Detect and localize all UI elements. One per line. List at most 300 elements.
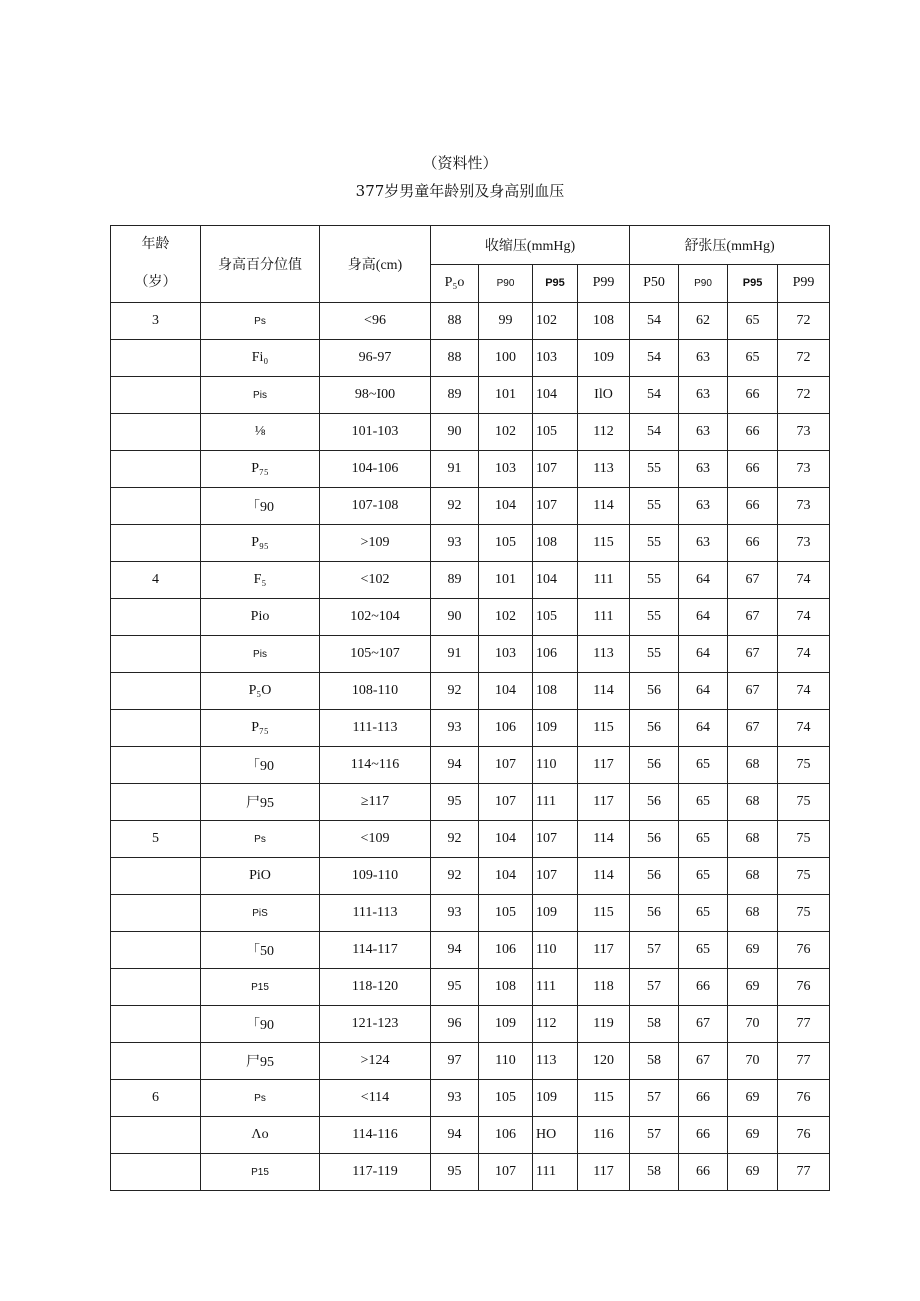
cell-d95: 68	[728, 784, 778, 821]
cell-s50: 92	[431, 821, 479, 858]
cell-s95: 104	[533, 377, 578, 414]
cell-height: 111-113	[320, 710, 431, 747]
cell-d95: 66	[728, 414, 778, 451]
cell-d95: 67	[728, 673, 778, 710]
cell-height: 101-103	[320, 414, 431, 451]
cell-height: 109-110	[320, 858, 431, 895]
cell-pct: 「90	[201, 488, 320, 525]
cell-d90: 64	[679, 562, 728, 599]
table-row	[111, 673, 830, 710]
cell-s95: 108	[533, 525, 578, 562]
cell-s95: 111	[533, 969, 578, 1006]
table-row	[111, 747, 830, 784]
cell-d50: 55	[630, 599, 679, 636]
cell-age: 3	[111, 303, 201, 340]
cell-pct: ⅛	[201, 414, 320, 451]
cell-s95: 103	[533, 340, 578, 377]
cell-age	[111, 673, 201, 710]
cell-d90: 64	[679, 710, 728, 747]
cell-d90: 63	[679, 488, 728, 525]
cell-s99: 115	[578, 1080, 630, 1117]
table-row	[111, 1117, 830, 1154]
cell-pct: Ps	[201, 303, 320, 340]
table-row	[111, 451, 830, 488]
cell-s50: 89	[431, 377, 479, 414]
cell-d99: 76	[778, 969, 830, 1006]
cell-s50: 93	[431, 710, 479, 747]
table-body	[111, 303, 830, 1191]
cell-s95: 106	[533, 636, 578, 673]
cell-d90: 65	[679, 932, 728, 969]
subheader-s-p99: P99	[578, 264, 630, 303]
cell-d99: 74	[778, 562, 830, 599]
cell-d90: 63	[679, 451, 728, 488]
cell-s99: 111	[578, 562, 630, 599]
header-age	[111, 226, 201, 303]
cell-d50: 58	[630, 1154, 679, 1191]
cell-height: <102	[320, 562, 431, 599]
cell-s99: 115	[578, 525, 630, 562]
cell-d50: 54	[630, 340, 679, 377]
cell-s99: 113	[578, 451, 630, 488]
table-row	[111, 303, 830, 340]
cell-s50: 90	[431, 599, 479, 636]
cell-d99: 73	[778, 488, 830, 525]
cell-age	[111, 858, 201, 895]
cell-s95: 109	[533, 710, 578, 747]
cell-s50: 89	[431, 562, 479, 599]
cell-pct: 尸95	[201, 1043, 320, 1080]
table-row	[111, 488, 830, 525]
cell-s90: 104	[479, 673, 533, 710]
table-row	[111, 1080, 830, 1117]
cell-s95: 107	[533, 488, 578, 525]
cell-d99: 73	[778, 414, 830, 451]
cell-s95: 108	[533, 673, 578, 710]
cell-s99: 108	[578, 303, 630, 340]
cell-height: 121-123	[320, 1006, 431, 1043]
cell-height: 117-119	[320, 1154, 431, 1191]
cell-d99: 74	[778, 710, 830, 747]
cell-pct: P₇₅	[201, 451, 320, 488]
cell-s50: 93	[431, 525, 479, 562]
cell-d99: 72	[778, 340, 830, 377]
cell-s99: 117	[578, 747, 630, 784]
cell-s50: 91	[431, 636, 479, 673]
cell-d50: 55	[630, 451, 679, 488]
cell-s99: 111	[578, 599, 630, 636]
cell-d95: 70	[728, 1043, 778, 1080]
cell-d50: 58	[630, 1006, 679, 1043]
cell-age: 4	[111, 562, 201, 599]
table-row	[111, 932, 830, 969]
table-row	[111, 340, 830, 377]
cell-s99: 109	[578, 340, 630, 377]
cell-d95: 68	[728, 747, 778, 784]
cell-age	[111, 488, 201, 525]
table-row	[111, 1154, 830, 1191]
cell-s99: IlO	[578, 377, 630, 414]
cell-age	[111, 747, 201, 784]
cell-s90: 105	[479, 525, 533, 562]
cell-s99: 120	[578, 1043, 630, 1080]
cell-d50: 56	[630, 895, 679, 932]
table-row	[111, 895, 830, 932]
cell-s90: 110	[479, 1043, 533, 1080]
cell-d90: 63	[679, 525, 728, 562]
cell-d99: 73	[778, 451, 830, 488]
cell-pct: Λo	[201, 1117, 320, 1154]
cell-d95: 66	[728, 488, 778, 525]
cell-height: 114~116	[320, 747, 431, 784]
cell-d95: 65	[728, 303, 778, 340]
cell-d90: 63	[679, 414, 728, 451]
cell-s95: 111	[533, 784, 578, 821]
cell-s50: 94	[431, 932, 479, 969]
cell-s90: 107	[479, 1154, 533, 1191]
cell-s95: 105	[533, 414, 578, 451]
cell-d50: 55	[630, 525, 679, 562]
cell-height: 102~104	[320, 599, 431, 636]
cell-d90: 65	[679, 747, 728, 784]
cell-d95: 69	[728, 969, 778, 1006]
cell-age	[111, 1006, 201, 1043]
cell-s90: 105	[479, 895, 533, 932]
cell-pct: Pio	[201, 599, 320, 636]
cell-height: 114-117	[320, 932, 431, 969]
cell-s99: 117	[578, 932, 630, 969]
cell-s90: 107	[479, 784, 533, 821]
cell-d99: 75	[778, 895, 830, 932]
cell-d95: 67	[728, 599, 778, 636]
cell-height: 105~107	[320, 636, 431, 673]
cell-age	[111, 932, 201, 969]
table-row	[111, 969, 830, 1006]
cell-pct: 「90	[201, 747, 320, 784]
cell-d90: 65	[679, 784, 728, 821]
cell-s99: 112	[578, 414, 630, 451]
cell-height: <109	[320, 821, 431, 858]
subheader-s-p50: P₅o	[431, 264, 479, 303]
cell-age	[111, 599, 201, 636]
header-systolic: 收缩压(mmHg)	[431, 226, 630, 265]
cell-s95: 107	[533, 821, 578, 858]
cell-d90: 66	[679, 969, 728, 1006]
cell-s90: 103	[479, 636, 533, 673]
cell-height: >109	[320, 525, 431, 562]
cell-d90: 66	[679, 1080, 728, 1117]
cell-s90: 106	[479, 1117, 533, 1154]
cell-pct: P₇₅	[201, 710, 320, 747]
document-title: 377岁男童年龄别及身高别血压	[355, 182, 565, 200]
header-diastolic: 舒张压(mmHg)	[630, 226, 830, 265]
cell-pct: 「90	[201, 1006, 320, 1043]
cell-s50: 88	[431, 303, 479, 340]
cell-height: 104-106	[320, 451, 431, 488]
cell-s99: 115	[578, 710, 630, 747]
cell-d95: 69	[728, 1080, 778, 1117]
cell-d99: 76	[778, 932, 830, 969]
cell-d50: 55	[630, 636, 679, 673]
cell-d95: 67	[728, 710, 778, 747]
cell-d50: 56	[630, 784, 679, 821]
cell-d99: 75	[778, 784, 830, 821]
cell-d50: 56	[630, 747, 679, 784]
cell-d50: 54	[630, 377, 679, 414]
cell-age	[111, 1043, 201, 1080]
cell-d50: 54	[630, 303, 679, 340]
cell-s90: 102	[479, 414, 533, 451]
cell-s95: 109	[533, 895, 578, 932]
blood-pressure-table	[110, 225, 830, 1191]
cell-s50: 93	[431, 1080, 479, 1117]
cell-pct: P15	[201, 1154, 320, 1191]
cell-s95: 107	[533, 858, 578, 895]
cell-d99: 72	[778, 303, 830, 340]
cell-d50: 56	[630, 673, 679, 710]
cell-age	[111, 525, 201, 562]
cell-s90: 107	[479, 747, 533, 784]
cell-s95: 110	[533, 747, 578, 784]
table-row	[111, 599, 830, 636]
cell-s99: 117	[578, 784, 630, 821]
cell-d50: 58	[630, 1043, 679, 1080]
cell-d99: 74	[778, 673, 830, 710]
cell-d95: 66	[728, 377, 778, 414]
cell-d95: 67	[728, 636, 778, 673]
cell-s50: 95	[431, 1154, 479, 1191]
subheader-d-p95: P95	[728, 264, 778, 303]
cell-d95: 65	[728, 340, 778, 377]
cell-s50: 92	[431, 858, 479, 895]
cell-d99: 77	[778, 1043, 830, 1080]
cell-s99: 114	[578, 858, 630, 895]
cell-s90: 104	[479, 821, 533, 858]
cell-age	[111, 451, 201, 488]
cell-age	[111, 340, 201, 377]
cell-d95: 68	[728, 895, 778, 932]
cell-height: 111-113	[320, 895, 431, 932]
cell-d90: 65	[679, 895, 728, 932]
cell-d90: 64	[679, 636, 728, 673]
cell-d95: 68	[728, 821, 778, 858]
table-row	[111, 821, 830, 858]
table-row	[111, 1006, 830, 1043]
cell-d95: 68	[728, 858, 778, 895]
cell-s90: 101	[479, 377, 533, 414]
cell-d50: 57	[630, 969, 679, 1006]
cell-d90: 63	[679, 377, 728, 414]
cell-s90: 102	[479, 599, 533, 636]
cell-pct: PiS	[201, 895, 320, 932]
cell-d90: 62	[679, 303, 728, 340]
cell-d95: 70	[728, 1006, 778, 1043]
cell-pct: 尸95	[201, 784, 320, 821]
cell-height: 107-108	[320, 488, 431, 525]
cell-age	[111, 414, 201, 451]
cell-d50: 57	[630, 932, 679, 969]
cell-s99: 114	[578, 821, 630, 858]
cell-s99: 114	[578, 488, 630, 525]
cell-s95: 107	[533, 451, 578, 488]
cell-d90: 65	[679, 858, 728, 895]
cell-s90: 103	[479, 451, 533, 488]
cell-age	[111, 710, 201, 747]
cell-d95: 69	[728, 1117, 778, 1154]
cell-age	[111, 784, 201, 821]
table-row	[111, 710, 830, 747]
cell-d95: 66	[728, 525, 778, 562]
cell-s95: 109	[533, 1080, 578, 1117]
cell-s99: 114	[578, 673, 630, 710]
cell-s50: 90	[431, 414, 479, 451]
cell-s95: 102	[533, 303, 578, 340]
cell-d90: 64	[679, 599, 728, 636]
table-row	[111, 562, 830, 599]
cell-height: 108-110	[320, 673, 431, 710]
cell-s90: 105	[479, 1080, 533, 1117]
cell-s95: 104	[533, 562, 578, 599]
cell-d99: 73	[778, 525, 830, 562]
cell-d90: 63	[679, 340, 728, 377]
cell-d99: 75	[778, 747, 830, 784]
cell-s99: 115	[578, 895, 630, 932]
cell-d99: 77	[778, 1006, 830, 1043]
cell-pct: Pis	[201, 377, 320, 414]
cell-pct: 「50	[201, 932, 320, 969]
cell-s99: 119	[578, 1006, 630, 1043]
cell-age	[111, 377, 201, 414]
cell-age	[111, 969, 201, 1006]
cell-d99: 77	[778, 1154, 830, 1191]
cell-s99: 113	[578, 636, 630, 673]
cell-height: 96-97	[320, 340, 431, 377]
cell-d50: 55	[630, 488, 679, 525]
cell-d90: 64	[679, 673, 728, 710]
cell-height: 114-116	[320, 1117, 431, 1154]
cell-s95: HO	[533, 1117, 578, 1154]
cell-d99: 75	[778, 858, 830, 895]
cell-d50: 57	[630, 1117, 679, 1154]
cell-s50: 94	[431, 747, 479, 784]
cell-d99: 75	[778, 821, 830, 858]
cell-d99: 74	[778, 636, 830, 673]
cell-pct: Ps	[201, 1080, 320, 1117]
cell-s90: 99	[479, 303, 533, 340]
header-age-line1: 年龄	[141, 237, 170, 252]
cell-d99: 72	[778, 377, 830, 414]
subheader-s-p90: P90	[479, 264, 533, 303]
cell-s50: 92	[431, 673, 479, 710]
table-row	[111, 414, 830, 451]
cell-s90: 109	[479, 1006, 533, 1043]
cell-s95: 105	[533, 599, 578, 636]
cell-pct: P₅O	[201, 673, 320, 710]
cell-s50: 94	[431, 1117, 479, 1154]
cell-d50: 56	[630, 858, 679, 895]
cell-s99: 118	[578, 969, 630, 1006]
cell-s50: 96	[431, 1006, 479, 1043]
cell-d99: 74	[778, 599, 830, 636]
table-row	[111, 784, 830, 821]
table-row	[111, 858, 830, 895]
cell-d95: 69	[728, 932, 778, 969]
cell-d95: 67	[728, 562, 778, 599]
cell-d50: 56	[630, 821, 679, 858]
cell-d50: 54	[630, 414, 679, 451]
header-height: 身高(cm)	[320, 226, 431, 303]
cell-s90: 100	[479, 340, 533, 377]
cell-pct: Ps	[201, 821, 320, 858]
cell-pct: Pis	[201, 636, 320, 673]
cell-s90: 104	[479, 488, 533, 525]
cell-age: 6	[111, 1080, 201, 1117]
cell-age: 5	[111, 821, 201, 858]
cell-s90: 106	[479, 932, 533, 969]
cell-age	[111, 895, 201, 932]
table-row	[111, 636, 830, 673]
cell-s99: 117	[578, 1154, 630, 1191]
cell-s50: 95	[431, 784, 479, 821]
cell-s90: 104	[479, 858, 533, 895]
cell-s99: 116	[578, 1117, 630, 1154]
table-row	[111, 377, 830, 414]
table-row	[111, 1043, 830, 1080]
cell-d95: 69	[728, 1154, 778, 1191]
cell-s50: 97	[431, 1043, 479, 1080]
cell-s90: 101	[479, 562, 533, 599]
cell-s50: 91	[431, 451, 479, 488]
cell-pct: PiO	[201, 858, 320, 895]
cell-height: <96	[320, 303, 431, 340]
cell-age	[111, 1117, 201, 1154]
cell-height: <114	[320, 1080, 431, 1117]
cell-pct: F₅	[201, 562, 320, 599]
cell-d90: 65	[679, 821, 728, 858]
cell-s95: 111	[533, 1154, 578, 1191]
cell-s95: 113	[533, 1043, 578, 1080]
cell-height: 98~I00	[320, 377, 431, 414]
cell-d90: 67	[679, 1043, 728, 1080]
cell-d50: 57	[630, 1080, 679, 1117]
cell-d50: 56	[630, 710, 679, 747]
table-row	[111, 525, 830, 562]
cell-d90: 66	[679, 1117, 728, 1154]
document-subtitle: （资料性）	[422, 154, 498, 172]
subheader-s-p95: P95	[533, 264, 578, 303]
header-age-line2: （岁）	[134, 275, 177, 290]
cell-s95: 112	[533, 1006, 578, 1043]
cell-d95: 66	[728, 451, 778, 488]
cell-d99: 76	[778, 1080, 830, 1117]
cell-s50: 88	[431, 340, 479, 377]
cell-age	[111, 1154, 201, 1191]
cell-d99: 76	[778, 1117, 830, 1154]
header-percentile: 身高百分位值	[201, 226, 320, 303]
subheader-d-p99: P99	[778, 264, 830, 303]
cell-height: ≥117	[320, 784, 431, 821]
cell-s90: 106	[479, 710, 533, 747]
cell-d50: 55	[630, 562, 679, 599]
cell-pct: P₉₅	[201, 525, 320, 562]
subheader-d-p50: P50	[630, 264, 679, 303]
cell-d90: 67	[679, 1006, 728, 1043]
cell-s90: 108	[479, 969, 533, 1006]
cell-pct: Fi₀	[201, 340, 320, 377]
cell-s95: 110	[533, 932, 578, 969]
cell-d90: 66	[679, 1154, 728, 1191]
cell-s50: 95	[431, 969, 479, 1006]
